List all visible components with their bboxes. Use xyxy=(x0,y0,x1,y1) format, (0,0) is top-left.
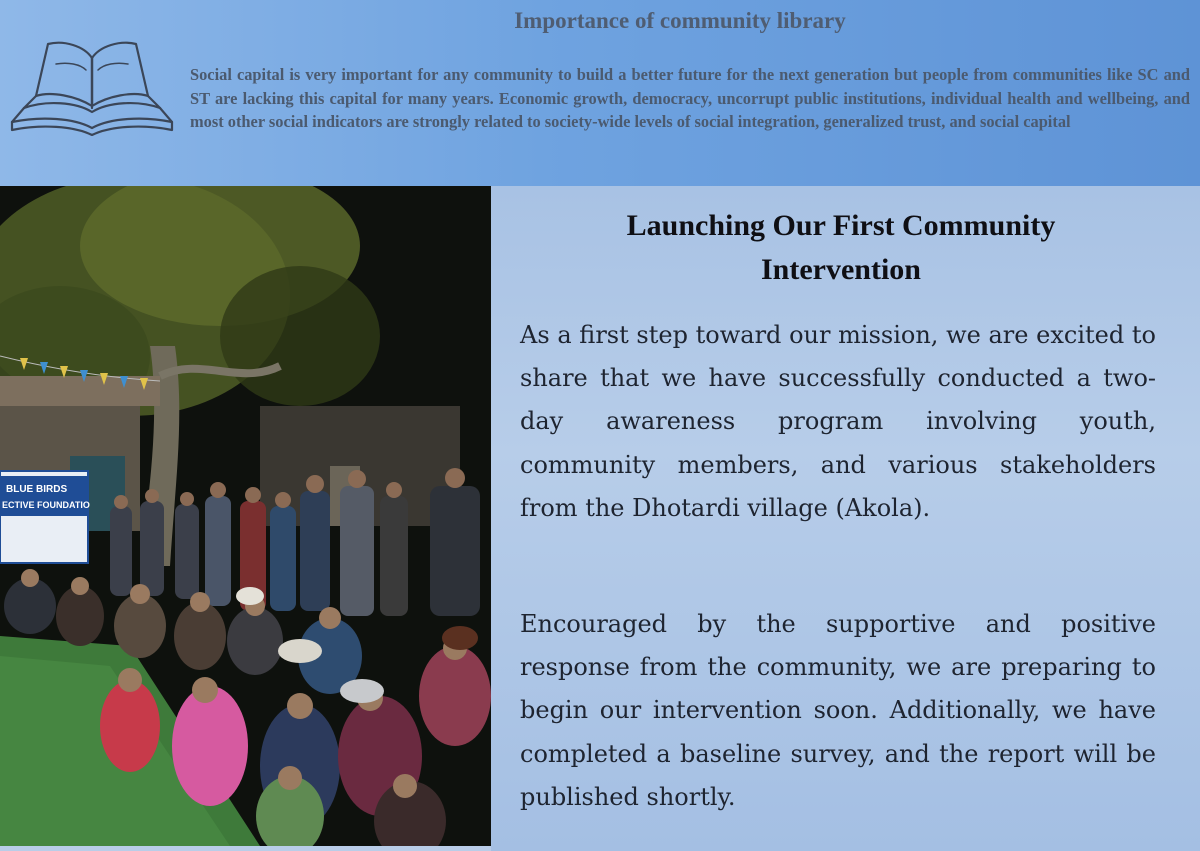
section-title: Launching Our First Community Intervention xyxy=(626,209,1056,286)
intro-paragraph: As a first step toward our mission, we are excited to share that we have successfully conducted a two-day awareness program involving youth, community members, and various stakeholders from the Dhotardi village (Akola). xyxy=(520,321,1156,522)
event-photo xyxy=(0,186,491,846)
intervention-panel xyxy=(491,186,1200,851)
banner-line2: ECTIVE FOUNDATIO xyxy=(2,500,90,510)
update-paragraph: Encouraged by the supportive and positive response from the community, we are preparing to begin our intervention soon. Additionally, we have completed a baseline survey, and the report will be published shortly. xyxy=(520,610,1156,811)
header-paragraph: Social capital is very important for any community to build a better future for the next generation but people from communities like SC and ST are lacking this capital for many years. Economic growth, democracy, uncorrupt public institutions, individual health and wellbeing, and most other social indicators are strongly related to society-wide levels of social integration, generalized trust, and social capital xyxy=(190,65,1190,131)
bottom-strip xyxy=(0,846,491,851)
open-book-icon xyxy=(6,36,178,136)
banner-line1: BLUE BIRDS xyxy=(6,484,68,495)
page-title: Importance of community library xyxy=(514,8,846,33)
header-banner xyxy=(0,0,1200,186)
